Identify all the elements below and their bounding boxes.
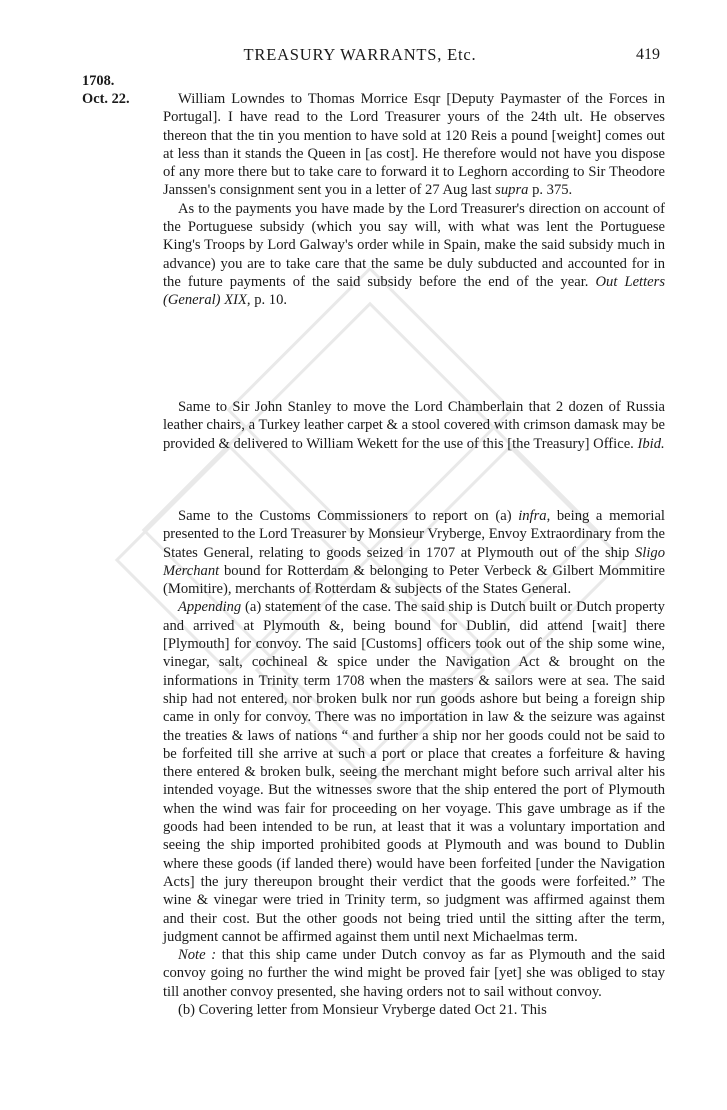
text-line: Wekett for the use of this [the Treasury] Office. bbox=[356, 435, 638, 452]
text-line: in Spain, make the said subsidy much in advance) you are to take care bbox=[163, 237, 666, 272]
text-line: more there but to take care to forward it to Leghorn according to Sir bbox=[204, 164, 606, 181]
text-line: that the same be duly subducted and accounted for in the future bbox=[163, 255, 665, 290]
text-line: the Forces in Portugal]. I have read to the Lord Treasurer yours of bbox=[163, 91, 666, 126]
text-line: on account of the Portuguese subsidy (which you say will, with what bbox=[163, 200, 665, 236]
text-line: 2 dozen of Russia leather chairs, a Turkey leather carpet & a stool bbox=[163, 399, 665, 434]
text-line: place that creates a forfeiture & having there entered & broken bulk, bbox=[163, 745, 665, 781]
entry-paragraph bbox=[163, 398, 665, 453]
text-line: Same to Sir John Stanley to move the Lord Chamberlain that bbox=[178, 399, 551, 415]
text-line: As to the payments you have made by the Lord Treasurer's direction bbox=[178, 200, 581, 217]
text-line: (General) XIX bbox=[163, 292, 247, 309]
text-line: the jury thereupon brought their verdict that the goods were forfeited.” bbox=[200, 873, 637, 890]
text-line: William Lowndes to Thomas Morrice Esqr [Deputy Paymaster of bbox=[178, 91, 580, 107]
text-line: Out Letters bbox=[595, 273, 665, 290]
running-header bbox=[190, 46, 660, 66]
text-line: attend [wait] there [Plymouth] for convoy. The said [Customs] officers bbox=[163, 617, 666, 653]
entry-paragraph bbox=[163, 200, 665, 310]
text-line: Note : bbox=[178, 947, 217, 964]
text-line: (b) Covering letter from Monsieur Vryberge dated Oct 21. This bbox=[178, 1002, 547, 1019]
text-line: Plymouth when the wind was fair for proceeding on her voyage. This bbox=[163, 782, 665, 817]
text-line: it was a voluntary importation and seeing the ship imported prohibited bbox=[163, 819, 665, 854]
text-line: goods could not be said to be forfeited till she arrive at such a port or bbox=[163, 727, 665, 762]
text-line: Theodore Janssen's consignment sent you in a letter of 27 Aug last bbox=[163, 164, 665, 199]
text-line: Appending bbox=[178, 599, 242, 616]
entry-paragraph bbox=[163, 946, 665, 1001]
text-line: (a) statement of the case. The said ship is Dutch built or bbox=[241, 599, 573, 616]
entry-paragraph bbox=[163, 598, 665, 946]
text-line: that this ship came under Dutch convoy as far as Plymouth bbox=[216, 947, 586, 964]
text-line: Envoy Extraordinary from the States General, relating to goods bbox=[163, 526, 665, 561]
text-line: against the treaties & laws of nations “ and further a ship nor her bbox=[163, 709, 665, 744]
text-line: (Momitire), merchants of Rotterdam & subjects of the States General. bbox=[163, 581, 572, 598]
text-line: sold at 120 Reis a pound [weight] comes out at less than it stands the bbox=[163, 127, 665, 162]
entry-customs-commissioners bbox=[163, 507, 665, 1019]
text-line: only for convoy. There was no importation in law & the seizure was bbox=[213, 709, 620, 726]
text-line: memorial presented to the Lord Treasurer by Monsieur Vryberge, bbox=[163, 508, 665, 543]
text-line: landed there) would have been forfeited [under the Navigation Acts] bbox=[163, 855, 665, 890]
header-title: TREASURY WARRANTS, Etc. bbox=[243, 45, 477, 64]
text-line: payments of the said subsidy before the end of the year. bbox=[229, 273, 596, 290]
text-line: covered with crimson damask may be provided & delivered to William bbox=[163, 417, 665, 452]
entry-paragraph bbox=[163, 90, 665, 200]
text-line: Dutch property and arrived at Plymouth &, being bound for Dublin, did bbox=[163, 599, 665, 634]
text-line: against them until next Michaelmas term. bbox=[335, 928, 578, 945]
text-line: seized in 1707 at Plymouth out of the ship bbox=[366, 544, 635, 561]
text-line: voyage. But the witnesses swore that the ship entered the port of bbox=[217, 782, 604, 799]
text-line: The wine & vinegar were tried in Trinity term, so judgment was bbox=[163, 873, 665, 909]
text-line: took out of the ship some wine, vinegar, salt, cochineal & spice under bbox=[163, 636, 665, 671]
text-line: Ibid. bbox=[637, 435, 665, 452]
text-line: , p. 10. bbox=[246, 292, 288, 309]
text-line: Same to the Customs Commissioners to report on (a) bbox=[178, 508, 519, 524]
entry-stanley bbox=[163, 398, 665, 453]
text-line: Queen in [as cost]. He therefore would not have you dispose of any bbox=[163, 145, 665, 181]
text-line: Rotterdam & belonging to Peter Verbeck & Gilbert Mommitire bbox=[287, 562, 665, 579]
text-line: orders not to sail without convoy. bbox=[406, 983, 602, 1000]
text-line: and the said convoy going no further the wind might be proved fair bbox=[163, 947, 665, 982]
entry-lowndes-morrice bbox=[163, 90, 665, 310]
text-line: nor broken bulk nor run goods ashore but being a foreign ship came in bbox=[163, 690, 665, 726]
text-line: tried until the sitting after the term, judgment cannot be affirmed bbox=[163, 910, 665, 945]
text-line: gave umbrage as if the goods had been intended to be run, at least that bbox=[163, 800, 665, 836]
text-line: infra bbox=[518, 508, 547, 524]
text-line: was lent the Portuguese King's Troops by Lord Galway's order while bbox=[163, 219, 665, 254]
text-line: , being a bbox=[546, 508, 603, 524]
text-line: seeing the merchant might before such arrival alter his intended bbox=[163, 764, 665, 799]
page-number: 419 bbox=[636, 46, 660, 63]
entry-paragraph bbox=[163, 507, 665, 598]
entry-paragraph bbox=[163, 1001, 665, 1019]
ship-name: Sligo Merchant bbox=[163, 544, 665, 579]
text-line: bound for bbox=[219, 562, 283, 579]
text-line: the Navigation Act & brought on the informations in Trinity term 1708 bbox=[163, 654, 665, 689]
text-line: affirmed against them and their cost. But the other goods not being bbox=[163, 892, 665, 927]
margin-year: 1708. bbox=[82, 73, 115, 89]
text-line: the 24th ult. He observes thereon that the tin you mention to have bbox=[163, 109, 665, 144]
text-line: p. 375. bbox=[528, 182, 573, 199]
text-line: [yet] she was obliged to stay till another convoy presented, she having bbox=[163, 965, 665, 1000]
text-line: supra bbox=[495, 182, 529, 199]
text-line: goods at Plymouth and was bound to Dublin where these goods (if bbox=[163, 837, 665, 872]
text-line: when the masters & sailors were at sea. The said ship had not entered, bbox=[163, 672, 665, 707]
margin-date: Oct. 22. bbox=[82, 91, 130, 107]
